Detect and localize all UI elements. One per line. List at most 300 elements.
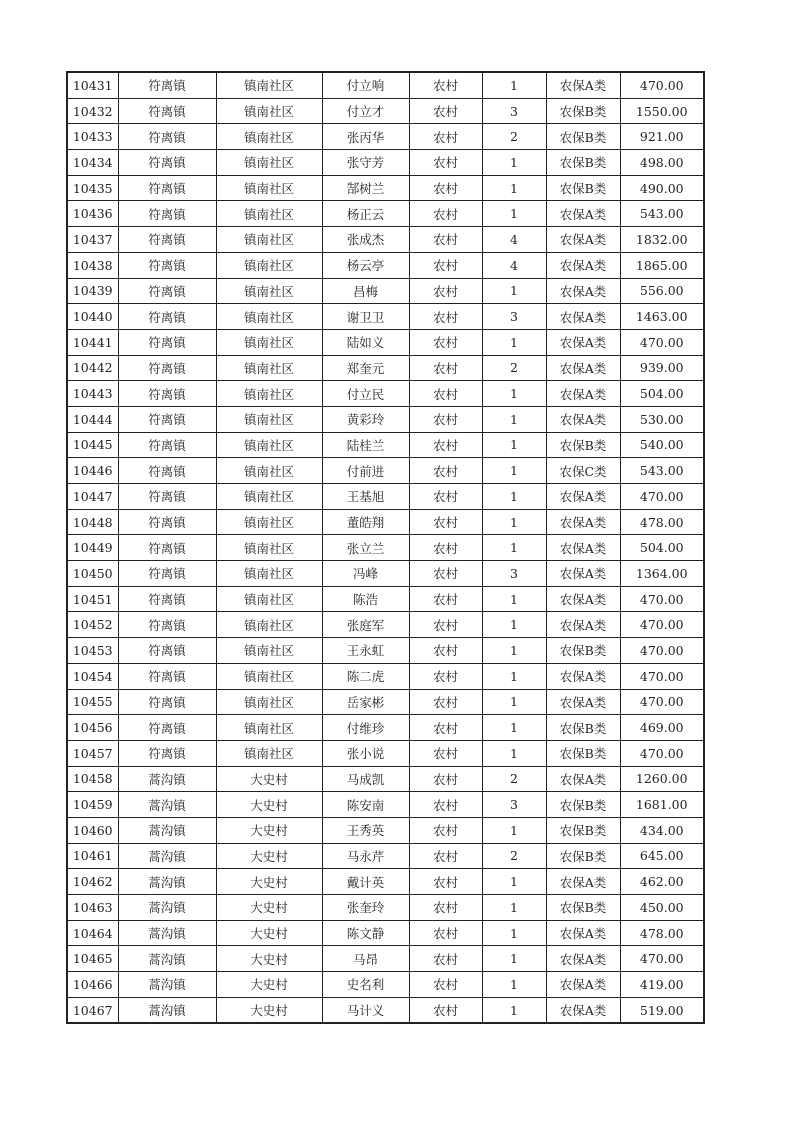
cell-amount: 478.00 <box>620 509 704 535</box>
cell-person-name: 张奎玲 <box>322 895 409 921</box>
cell-amount: 470.00 <box>620 72 704 98</box>
table-row <box>67 278 704 304</box>
cell-community: 镇南社区 <box>216 612 322 638</box>
cell-insurance-category: 农保A类 <box>546 406 620 432</box>
cell-residence-type: 农村 <box>409 124 482 150</box>
cell-record-id: 10446 <box>67 458 118 484</box>
cell-town: 符离镇 <box>118 561 216 587</box>
cell-residence-type: 农村 <box>409 406 482 432</box>
cell-amount: 462.00 <box>620 869 704 895</box>
cell-town: 蒿沟镇 <box>118 766 216 792</box>
cell-household-count: 2 <box>482 124 546 150</box>
cell-amount: 540.00 <box>620 432 704 458</box>
cell-amount: 470.00 <box>620 663 704 689</box>
cell-insurance-category: 农保C类 <box>546 458 620 484</box>
cell-amount: 470.00 <box>620 329 704 355</box>
cell-residence-type: 农村 <box>409 484 482 510</box>
cell-household-count: 1 <box>482 406 546 432</box>
cell-amount: 530.00 <box>620 406 704 432</box>
cell-record-id: 10456 <box>67 715 118 741</box>
cell-person-name: 付维珍 <box>322 715 409 741</box>
cell-person-name: 杨云亭 <box>322 252 409 278</box>
cell-household-count: 1 <box>482 586 546 612</box>
cell-town: 符离镇 <box>118 304 216 330</box>
table-row <box>67 561 704 587</box>
cell-residence-type: 农村 <box>409 98 482 124</box>
table-row <box>67 535 704 561</box>
cell-residence-type: 农村 <box>409 997 482 1023</box>
cell-town: 符离镇 <box>118 201 216 227</box>
cell-residence-type: 农村 <box>409 72 482 98</box>
table-row <box>67 843 704 869</box>
cell-community: 镇南社区 <box>216 740 322 766</box>
cell-amount: 1681.00 <box>620 792 704 818</box>
cell-residence-type: 农村 <box>409 895 482 921</box>
cell-town: 符离镇 <box>118 406 216 432</box>
cell-insurance-category: 农保B类 <box>546 843 620 869</box>
cell-town: 符离镇 <box>118 484 216 510</box>
cell-community: 大史村 <box>216 817 322 843</box>
cell-town: 蒿沟镇 <box>118 920 216 946</box>
cell-community: 镇南社区 <box>216 638 322 664</box>
cell-town: 符离镇 <box>118 150 216 176</box>
cell-household-count: 1 <box>482 329 546 355</box>
cell-insurance-category: 农保B类 <box>546 175 620 201</box>
table-row <box>67 997 704 1023</box>
cell-amount: 1550.00 <box>620 98 704 124</box>
cell-insurance-category: 农保B类 <box>546 817 620 843</box>
table-row <box>67 946 704 972</box>
cell-insurance-category: 农保B类 <box>546 895 620 921</box>
table-row <box>67 740 704 766</box>
cell-insurance-category: 农保A类 <box>546 612 620 638</box>
cell-person-name: 马永芹 <box>322 843 409 869</box>
cell-person-name: 张小说 <box>322 740 409 766</box>
cell-insurance-category: 农保A类 <box>546 355 620 381</box>
cell-residence-type: 农村 <box>409 638 482 664</box>
cell-person-name: 王秀英 <box>322 817 409 843</box>
cell-town: 符离镇 <box>118 458 216 484</box>
table-row <box>67 201 704 227</box>
cell-person-name: 岳家彬 <box>322 689 409 715</box>
table-row <box>67 792 704 818</box>
cell-person-name: 戴计英 <box>322 869 409 895</box>
cell-record-id: 10465 <box>67 946 118 972</box>
table-row <box>67 329 704 355</box>
cell-amount: 470.00 <box>620 484 704 510</box>
cell-amount: 498.00 <box>620 150 704 176</box>
cell-amount: 469.00 <box>620 715 704 741</box>
table-body <box>67 72 704 1023</box>
cell-residence-type: 农村 <box>409 535 482 561</box>
cell-town: 蒿沟镇 <box>118 997 216 1023</box>
cell-household-count: 1 <box>482 175 546 201</box>
cell-amount: 470.00 <box>620 689 704 715</box>
cell-town: 符离镇 <box>118 355 216 381</box>
cell-residence-type: 农村 <box>409 972 482 998</box>
cell-amount: 519.00 <box>620 997 704 1023</box>
cell-record-id: 10442 <box>67 355 118 381</box>
cell-town: 符离镇 <box>118 227 216 253</box>
cell-residence-type: 农村 <box>409 689 482 715</box>
cell-amount: 434.00 <box>620 817 704 843</box>
cell-residence-type: 农村 <box>409 817 482 843</box>
cell-insurance-category: 农保A类 <box>546 586 620 612</box>
cell-residence-type: 农村 <box>409 432 482 458</box>
cell-residence-type: 农村 <box>409 766 482 792</box>
cell-community: 镇南社区 <box>216 663 322 689</box>
cell-person-name: 史名利 <box>322 972 409 998</box>
cell-insurance-category: 农保A类 <box>546 920 620 946</box>
cell-record-id: 10439 <box>67 278 118 304</box>
cell-household-count: 1 <box>482 972 546 998</box>
cell-household-count: 1 <box>482 638 546 664</box>
cell-insurance-category: 农保A类 <box>546 509 620 535</box>
cell-record-id: 10436 <box>67 201 118 227</box>
cell-residence-type: 农村 <box>409 612 482 638</box>
cell-town: 蒿沟镇 <box>118 792 216 818</box>
cell-insurance-category: 农保A类 <box>546 304 620 330</box>
cell-household-count: 1 <box>482 484 546 510</box>
cell-community: 镇南社区 <box>216 484 322 510</box>
cell-household-count: 4 <box>482 252 546 278</box>
cell-person-name: 郑奎元 <box>322 355 409 381</box>
cell-record-id: 10451 <box>67 586 118 612</box>
table-row <box>67 98 704 124</box>
cell-amount: 470.00 <box>620 612 704 638</box>
cell-insurance-category: 农保A类 <box>546 561 620 587</box>
table-row <box>67 586 704 612</box>
cell-residence-type: 农村 <box>409 740 482 766</box>
cell-community: 镇南社区 <box>216 72 322 98</box>
cell-residence-type: 农村 <box>409 843 482 869</box>
cell-person-name: 付立响 <box>322 72 409 98</box>
table-row <box>67 689 704 715</box>
table-row <box>67 663 704 689</box>
cell-household-count: 1 <box>482 150 546 176</box>
cell-amount: 645.00 <box>620 843 704 869</box>
cell-insurance-category: 农保A类 <box>546 381 620 407</box>
cell-community: 镇南社区 <box>216 458 322 484</box>
cell-amount: 504.00 <box>620 381 704 407</box>
cell-community: 镇南社区 <box>216 535 322 561</box>
cell-record-id: 10454 <box>67 663 118 689</box>
cell-town: 符离镇 <box>118 612 216 638</box>
cell-town: 蒿沟镇 <box>118 843 216 869</box>
table-row <box>67 817 704 843</box>
cell-town: 符离镇 <box>118 329 216 355</box>
table-row <box>67 895 704 921</box>
cell-residence-type: 农村 <box>409 304 482 330</box>
cell-residence-type: 农村 <box>409 561 482 587</box>
cell-residence-type: 农村 <box>409 201 482 227</box>
cell-household-count: 1 <box>482 72 546 98</box>
cell-insurance-category: 农保A类 <box>546 663 620 689</box>
cell-community: 镇南社区 <box>216 689 322 715</box>
table-row <box>67 252 704 278</box>
cell-town: 蒿沟镇 <box>118 972 216 998</box>
cell-amount: 478.00 <box>620 920 704 946</box>
cell-residence-type: 农村 <box>409 175 482 201</box>
cell-household-count: 3 <box>482 304 546 330</box>
cell-person-name: 付立才 <box>322 98 409 124</box>
cell-record-id: 10459 <box>67 792 118 818</box>
cell-community: 镇南社区 <box>216 227 322 253</box>
table-row <box>67 612 704 638</box>
cell-record-id: 10445 <box>67 432 118 458</box>
cell-community: 镇南社区 <box>216 432 322 458</box>
cell-community: 镇南社区 <box>216 150 322 176</box>
cell-record-id: 10464 <box>67 920 118 946</box>
cell-residence-type: 农村 <box>409 150 482 176</box>
cell-amount: 419.00 <box>620 972 704 998</box>
cell-amount: 490.00 <box>620 175 704 201</box>
table-row <box>67 869 704 895</box>
cell-person-name: 马成凯 <box>322 766 409 792</box>
cell-insurance-category: 农保A类 <box>546 689 620 715</box>
cell-household-count: 1 <box>482 740 546 766</box>
cell-household-count: 3 <box>482 561 546 587</box>
cell-record-id: 10461 <box>67 843 118 869</box>
cell-town: 蒿沟镇 <box>118 895 216 921</box>
cell-insurance-category: 农保B类 <box>546 98 620 124</box>
cell-household-count: 1 <box>482 817 546 843</box>
cell-community: 大史村 <box>216 843 322 869</box>
cell-household-count: 1 <box>482 278 546 304</box>
cell-person-name: 付前进 <box>322 458 409 484</box>
cell-community: 镇南社区 <box>216 586 322 612</box>
cell-residence-type: 农村 <box>409 252 482 278</box>
cell-household-count: 1 <box>482 201 546 227</box>
cell-community: 大史村 <box>216 972 322 998</box>
cell-amount: 450.00 <box>620 895 704 921</box>
cell-record-id: 10463 <box>67 895 118 921</box>
table-row <box>67 458 704 484</box>
cell-residence-type: 农村 <box>409 329 482 355</box>
cell-community: 大史村 <box>216 792 322 818</box>
cell-insurance-category: 农保A类 <box>546 484 620 510</box>
cell-community: 镇南社区 <box>216 329 322 355</box>
cell-community: 镇南社区 <box>216 278 322 304</box>
cell-community: 镇南社区 <box>216 201 322 227</box>
cell-insurance-category: 农保A类 <box>546 227 620 253</box>
cell-record-id: 10443 <box>67 381 118 407</box>
cell-community: 镇南社区 <box>216 252 322 278</box>
cell-town: 蒿沟镇 <box>118 869 216 895</box>
cell-person-name: 张成杰 <box>322 227 409 253</box>
cell-household-count: 4 <box>482 227 546 253</box>
cell-person-name: 郜树兰 <box>322 175 409 201</box>
table-row <box>67 638 704 664</box>
cell-amount: 543.00 <box>620 201 704 227</box>
cell-insurance-category: 农保A类 <box>546 252 620 278</box>
cell-person-name: 付立民 <box>322 381 409 407</box>
cell-town: 符离镇 <box>118 638 216 664</box>
cell-residence-type: 农村 <box>409 715 482 741</box>
table-row <box>67 432 704 458</box>
cell-residence-type: 农村 <box>409 946 482 972</box>
cell-community: 镇南社区 <box>216 561 322 587</box>
cell-person-name: 昌梅 <box>322 278 409 304</box>
cell-community: 镇南社区 <box>216 406 322 432</box>
cell-person-name: 马昂 <box>322 946 409 972</box>
cell-record-id: 10447 <box>67 484 118 510</box>
cell-record-id: 10450 <box>67 561 118 587</box>
cell-insurance-category: 农保B类 <box>546 150 620 176</box>
cell-record-id: 10467 <box>67 997 118 1023</box>
cell-residence-type: 农村 <box>409 586 482 612</box>
cell-record-id: 10438 <box>67 252 118 278</box>
cell-household-count: 1 <box>482 689 546 715</box>
cell-household-count: 3 <box>482 98 546 124</box>
cell-residence-type: 农村 <box>409 509 482 535</box>
cell-person-name: 谢卫卫 <box>322 304 409 330</box>
cell-residence-type: 农村 <box>409 381 482 407</box>
cell-community: 大史村 <box>216 997 322 1023</box>
cell-record-id: 10460 <box>67 817 118 843</box>
cell-record-id: 10433 <box>67 124 118 150</box>
cell-person-name: 张庭军 <box>322 612 409 638</box>
cell-person-name: 陈浩 <box>322 586 409 612</box>
cell-record-id: 10457 <box>67 740 118 766</box>
cell-amount: 1260.00 <box>620 766 704 792</box>
table-row <box>67 227 704 253</box>
cell-amount: 1364.00 <box>620 561 704 587</box>
cell-insurance-category: 农保A类 <box>546 535 620 561</box>
cell-town: 符离镇 <box>118 98 216 124</box>
cell-record-id: 10435 <box>67 175 118 201</box>
cell-record-id: 10444 <box>67 406 118 432</box>
cell-town: 符离镇 <box>118 124 216 150</box>
cell-town: 符离镇 <box>118 432 216 458</box>
cell-amount: 543.00 <box>620 458 704 484</box>
cell-household-count: 1 <box>482 535 546 561</box>
cell-amount: 504.00 <box>620 535 704 561</box>
cell-insurance-category: 农保B类 <box>546 638 620 664</box>
cell-record-id: 10434 <box>67 150 118 176</box>
cell-community: 镇南社区 <box>216 355 322 381</box>
cell-record-id: 10453 <box>67 638 118 664</box>
table-row <box>67 355 704 381</box>
cell-town: 符离镇 <box>118 175 216 201</box>
cell-household-count: 2 <box>482 766 546 792</box>
table-row <box>67 406 704 432</box>
cell-household-count: 1 <box>482 458 546 484</box>
cell-household-count: 1 <box>482 509 546 535</box>
cell-insurance-category: 农保A类 <box>546 766 620 792</box>
cell-person-name: 王基旭 <box>322 484 409 510</box>
cell-insurance-category: 农保A类 <box>546 997 620 1023</box>
table-row <box>67 304 704 330</box>
cell-household-count: 2 <box>482 355 546 381</box>
cell-household-count: 1 <box>482 869 546 895</box>
cell-household-count: 1 <box>482 997 546 1023</box>
cell-amount: 1832.00 <box>620 227 704 253</box>
cell-household-count: 1 <box>482 381 546 407</box>
cell-amount: 556.00 <box>620 278 704 304</box>
cell-community: 大史村 <box>216 869 322 895</box>
cell-town: 符离镇 <box>118 509 216 535</box>
cell-town: 符离镇 <box>118 535 216 561</box>
table-row <box>67 484 704 510</box>
table-row <box>67 972 704 998</box>
cell-person-name: 冯峰 <box>322 561 409 587</box>
cell-household-count: 1 <box>482 946 546 972</box>
cell-record-id: 10458 <box>67 766 118 792</box>
cell-community: 大史村 <box>216 946 322 972</box>
cell-insurance-category: 农保A类 <box>546 869 620 895</box>
cell-insurance-category: 农保B类 <box>546 715 620 741</box>
cell-town: 符离镇 <box>118 715 216 741</box>
cell-residence-type: 农村 <box>409 227 482 253</box>
cell-person-name: 陈二虎 <box>322 663 409 689</box>
cell-community: 大史村 <box>216 766 322 792</box>
cell-amount: 1463.00 <box>620 304 704 330</box>
cell-record-id: 10462 <box>67 869 118 895</box>
table-row <box>67 381 704 407</box>
cell-town: 符离镇 <box>118 252 216 278</box>
cell-residence-type: 农村 <box>409 663 482 689</box>
cell-person-name: 陆如义 <box>322 329 409 355</box>
cell-household-count: 1 <box>482 612 546 638</box>
cell-household-count: 2 <box>482 843 546 869</box>
table-row <box>67 124 704 150</box>
cell-insurance-category: 农保A类 <box>546 201 620 227</box>
cell-household-count: 1 <box>482 920 546 946</box>
table-row <box>67 715 704 741</box>
cell-insurance-category: 农保A类 <box>546 946 620 972</box>
cell-residence-type: 农村 <box>409 355 482 381</box>
table-row <box>67 920 704 946</box>
cell-person-name: 王永虹 <box>322 638 409 664</box>
cell-insurance-category: 农保A类 <box>546 972 620 998</box>
cell-amount: 470.00 <box>620 586 704 612</box>
cell-household-count: 1 <box>482 895 546 921</box>
cell-community: 镇南社区 <box>216 509 322 535</box>
cell-person-name: 张立兰 <box>322 535 409 561</box>
cell-person-name: 马计义 <box>322 997 409 1023</box>
cell-residence-type: 农村 <box>409 869 482 895</box>
cell-person-name: 陆桂兰 <box>322 432 409 458</box>
cell-community: 大史村 <box>216 920 322 946</box>
cell-residence-type: 农村 <box>409 920 482 946</box>
cell-record-id: 10440 <box>67 304 118 330</box>
table-row <box>67 72 704 98</box>
cell-amount: 921.00 <box>620 124 704 150</box>
table-row <box>67 766 704 792</box>
cell-community: 镇南社区 <box>216 124 322 150</box>
cell-amount: 470.00 <box>620 740 704 766</box>
cell-insurance-category: 农保B类 <box>546 432 620 458</box>
cell-town: 符离镇 <box>118 663 216 689</box>
cell-residence-type: 农村 <box>409 278 482 304</box>
cell-household-count: 1 <box>482 663 546 689</box>
cell-town: 符离镇 <box>118 72 216 98</box>
cell-town: 符离镇 <box>118 278 216 304</box>
cell-record-id: 10431 <box>67 72 118 98</box>
cell-person-name: 杨正云 <box>322 201 409 227</box>
cell-record-id: 10449 <box>67 535 118 561</box>
cell-insurance-category: 农保B类 <box>546 740 620 766</box>
cell-community: 镇南社区 <box>216 381 322 407</box>
cell-person-name: 陈文静 <box>322 920 409 946</box>
cell-person-name: 董皓翔 <box>322 509 409 535</box>
cell-household-count: 1 <box>482 432 546 458</box>
cell-town: 符离镇 <box>118 586 216 612</box>
cell-person-name: 黄彩玲 <box>322 406 409 432</box>
table-row <box>67 150 704 176</box>
cell-community: 镇南社区 <box>216 304 322 330</box>
